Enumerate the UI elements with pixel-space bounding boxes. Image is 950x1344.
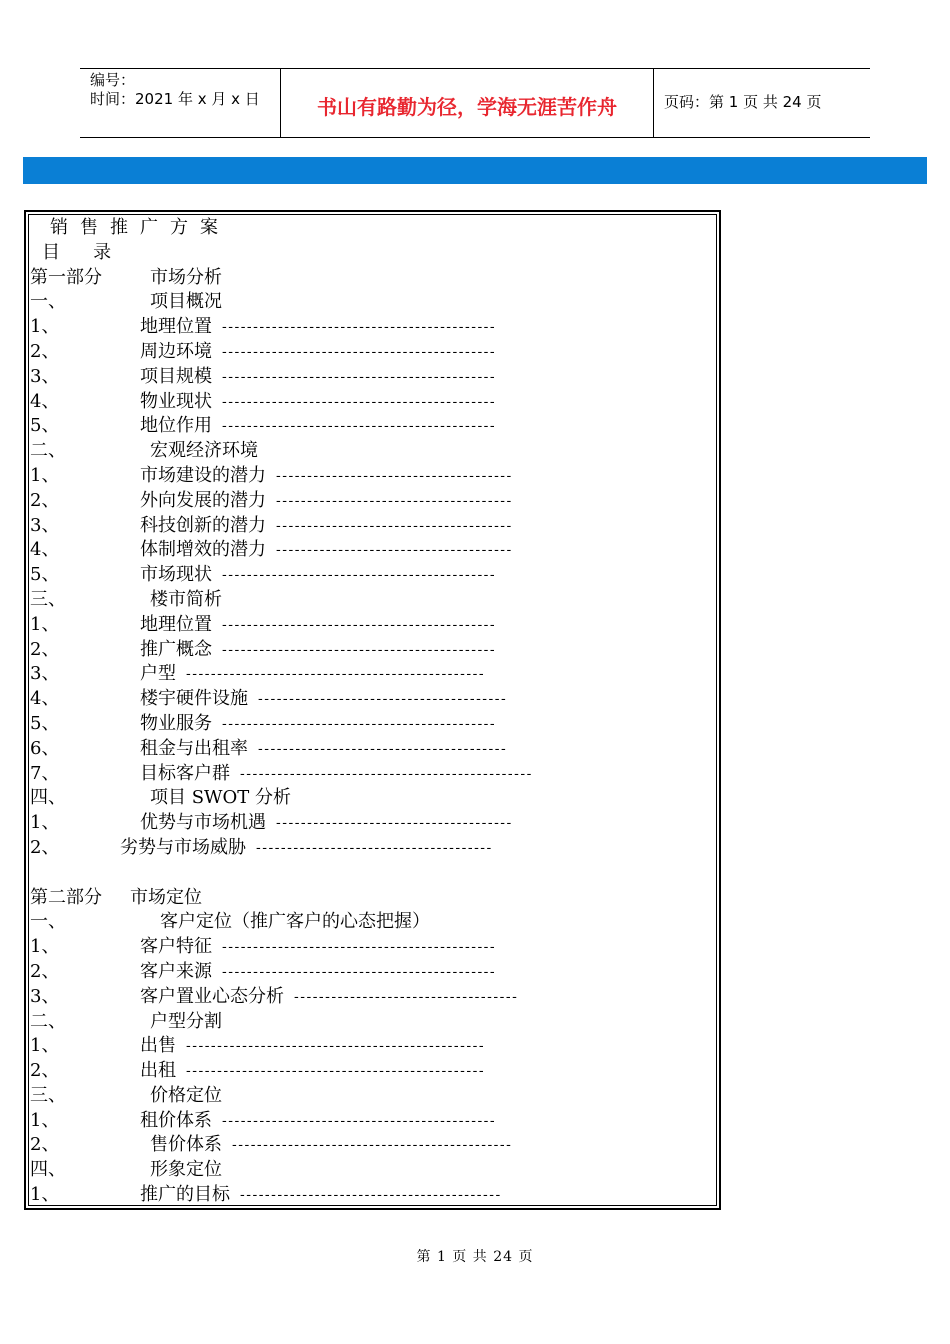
toc-line-text: 推广概念 [140,638,212,660]
toc-line-number: 3、 [30,365,60,387]
toc-line [30,712,716,737]
toc-line-number: 1、 [30,1109,60,1131]
toc-line-number: 二、 [30,440,66,462]
toc-line [30,638,716,663]
toc-line-number: 四、 [30,787,66,809]
toc-line-leader: --------------------------------------------- [232,1137,513,1154]
toc-line-number: 一、 [30,291,66,313]
toc-line [30,1133,716,1158]
toc-line-leader: -------------------------------------- [276,492,513,509]
toc-line-leader: ------------------------------------------------ [186,1038,486,1055]
toc-line [30,290,716,315]
toc-line-text: 市场现状 [140,564,212,586]
toc-line-leader: ------------------------------------ [294,988,519,1005]
toc-line-leader: -------------------------------------------- [222,616,497,633]
toc-line-number: 一、 [30,911,66,933]
toc-line-number: 1、 [30,936,60,958]
toc-line-number: 5、 [30,415,60,437]
toc-line-number: 5、 [30,564,60,586]
toc-line-text: 推广的目标 [140,1184,230,1206]
toc-line-number: 1、 [30,1184,60,1206]
toc-line-text: 租价体系 [140,1109,212,1131]
toc-line-text: 楼宇硬件设施 [140,688,248,710]
toc-line-text: 地位作用 [140,415,212,437]
toc-line [30,365,716,390]
toc-line [30,613,716,638]
toc-line-number: 4、 [30,539,60,561]
toc-line [30,1059,716,1084]
toc-line [30,762,716,787]
toc-line [30,414,716,439]
toc-line-text: 售价体系 [150,1134,222,1156]
toc-line-number: 3、 [30,663,60,685]
toc-line-text: 市场建设的潜力 [140,464,266,486]
toc-line-leader: -------------------------------------- [276,517,513,534]
toc-line [30,811,716,836]
toc-line-text: 出售 [140,1035,176,1057]
toc-line [30,1109,716,1134]
toc-line-leader: -------------------------------------- [276,467,513,484]
toc-line-text: 客户特征 [140,936,212,958]
toc-line-number: 2、 [30,960,60,982]
toc-line-number: 1、 [30,812,60,834]
toc-box [24,210,721,1210]
table-of-contents [30,216,716,1208]
toc-line-text: 租金与出租率 [140,737,248,759]
header-page-cell [654,69,870,137]
toc-line-text: 体制增效的潜力 [140,539,266,561]
header-motto-cell [281,69,654,137]
toc-line-number: 2、 [30,489,60,511]
toc-line-text: 客户来源 [140,960,212,982]
toc-line [30,390,716,415]
toc-line-text: 市场定位 [130,886,202,908]
toc-line-number: 4、 [30,390,60,412]
toc-line [30,886,716,911]
toc-line-leader: -------------------------------------------- [222,641,497,658]
toc-line [30,266,716,291]
toc-line-leader: -------------------------------------------- [222,343,497,360]
toc-line-leader: -------------------------------------------- [222,368,497,385]
toc-line [30,687,716,712]
toc-line-text: 市场分析 [150,266,222,288]
toc-line-number: 2、 [30,638,60,660]
toc-line-number: 2、 [30,836,60,858]
toc-line-text: 科技创新的潜力 [140,514,266,536]
toc-line-leader: -------------------------------------------- [222,418,497,435]
toc-line-number: 2、 [30,340,60,362]
page-header [80,68,870,138]
toc-line [30,1158,716,1183]
toc-line-text: 周边环境 [140,340,212,362]
blue-banner [23,157,927,184]
toc-line [30,1010,716,1035]
toc-line-leader: -------------------------------------- [256,839,493,856]
toc-line [30,737,716,762]
toc-line-text: 物业服务 [140,712,212,734]
toc-line [30,985,716,1010]
toc-line [30,910,716,935]
toc-line-text: 项目规模 [140,365,212,387]
toc-line-number: 5、 [30,712,60,734]
toc-line [30,315,716,340]
toc-line-leader: -------------------------------------- [276,815,513,832]
toc-line-number: 三、 [30,588,66,610]
toc-line [30,960,716,985]
toc-line-text: 楼市简析 [150,588,222,610]
toc-line-text: 地理位置 [140,613,212,635]
document-title: 销售推广方案 [50,217,230,238]
toc-line [30,588,716,613]
toc-line [30,514,716,539]
toc-line-text: 优势与市场机遇 [140,812,266,834]
toc-line-number: 第一部分 [30,266,102,288]
toc-line [30,538,716,563]
toc-line-leader: -------------------------------------------- [222,319,497,336]
toc-line-text: 物业现状 [140,390,212,412]
toc-line-number: 二、 [30,1010,66,1032]
toc-line [30,861,716,886]
toc-line-text: 外向发展的潜力 [140,489,266,511]
toc-line-leader: ------------------------------------------------ [186,666,486,683]
toc-heading: 目 录 [42,241,116,263]
toc-line-text: 价格定位 [150,1084,222,1106]
toc-line [30,1183,716,1208]
toc-line-leader: ----------------------------------------------- [240,765,533,782]
toc-line-text: 目标客户群 [140,762,230,784]
toc-line-number: 1、 [30,464,60,486]
toc-line [30,489,716,514]
toc-line-leader: -------------------------------------------- [222,939,497,956]
toc-line-number: 4、 [30,688,60,710]
toc-line-text: 出租 [140,1060,176,1082]
toc-line-text: 户型分割 [150,1010,222,1032]
toc-line-text: 宏观经济环境 [150,440,258,462]
page-label: 页码：第 1 页 共 24 页 [664,93,822,111]
toc-line [30,464,716,489]
toc-line [30,1034,716,1059]
toc-line-number: 1、 [30,1035,60,1057]
toc-line-number: 3、 [30,514,60,536]
page-footer: 第 1 页 共 24 页 [416,1249,534,1265]
toc-line-leader: -------------------------------------------- [222,393,497,410]
toc-line-leader: ------------------------------------------------ [186,1063,486,1080]
toc-line-leader: -------------------------------------------- [222,715,497,732]
toc-line-text: 客户置业心态分析 [140,985,284,1007]
toc-line [30,662,716,687]
toc-line-leader: -------------------------------------------- [222,963,497,980]
toc-line-leader: ---------------------------------------- [258,740,508,757]
number-label: 编号： [90,71,136,89]
header-meta-cell [80,69,281,137]
toc-line-text: 项目 SWOT 分析 [150,787,292,809]
toc-line-text: 项目概况 [150,291,222,313]
toc-line-number: 6、 [30,737,60,759]
toc-line-number: 3、 [30,985,60,1007]
toc-line [30,935,716,960]
toc-line-leader: -------------------------------------------- [222,567,497,584]
toc-line-leader: ------------------------------------------ [240,1187,502,1204]
toc-line-text: 客户定位（推广客户的心态把握） [160,911,430,933]
motto: 书山有路勤为径，学海无涯苦作舟 [317,95,617,119]
toc-line-number: 2、 [30,1060,60,1082]
toc-line-number: 1、 [30,316,60,338]
toc-line [30,340,716,365]
toc-line-text: 地理位置 [140,316,212,338]
toc-line-number: 四、 [30,1159,66,1181]
toc-line [30,439,716,464]
toc-line [30,1084,716,1109]
toc-line-text: 形象定位 [150,1159,222,1181]
header-meta [90,71,260,109]
toc-line-leader: -------------------------------------------- [222,1112,497,1129]
date-label: 时间：2021 年 x 月 x 日 [90,90,260,108]
toc-line-leader: ---------------------------------------- [258,691,508,708]
toc-line-number: 第二部分 [30,886,102,908]
toc-line-number: 7、 [30,762,60,784]
toc-line-number: 三、 [30,1084,66,1106]
toc-line [30,786,716,811]
toc-line-leader: -------------------------------------- [276,542,513,559]
toc-line-text: 户型 [140,663,176,685]
toc-line-text: 劣势与市场威胁 [120,836,246,858]
toc-line [30,836,716,861]
toc-line-number: 2、 [30,1134,60,1156]
toc-line-number: 1、 [30,613,60,635]
toc-line [30,563,716,588]
